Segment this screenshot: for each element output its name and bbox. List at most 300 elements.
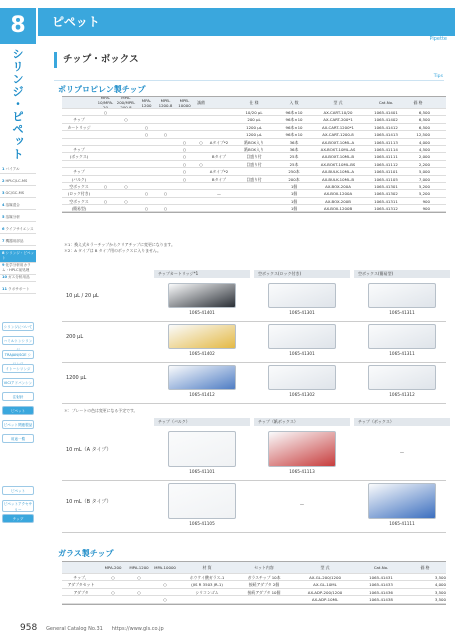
pp-cell-p5 <box>175 183 194 189</box>
glass-cell-set <box>236 596 292 602</box>
sidebar-item-number: 8 <box>2 251 5 255</box>
pp-cell-p5 <box>175 198 194 204</box>
glass-title: ガラス製チップ <box>58 549 114 558</box>
pp-cell-a <box>208 109 230 115</box>
glass-cell-c: 1065-41438 <box>369 597 393 603</box>
pp-cell-p1 <box>96 124 115 130</box>
pp-cell-a <box>208 116 230 122</box>
glass-cell-c: 1065-41431 <box>369 575 393 580</box>
pp-cell-a: Aタイプ*2 <box>209 139 229 145</box>
pp-cell-p4 <box>156 116 175 122</box>
pp-cell-p4 <box>156 183 175 189</box>
pp-cell-c: 1065-41401 <box>374 110 398 115</box>
product-photo <box>168 324 236 349</box>
photo-row-label: 10 mL（B タイプ） <box>66 499 112 505</box>
sidebar-item-number: 6 <box>2 227 5 231</box>
photo-row-label: 200 μL <box>66 333 84 340</box>
pp-cell-c: 1065-41413 <box>374 132 398 138</box>
table-row <box>62 153 446 160</box>
catalog-name: General Catalog No.31 <box>46 626 103 632</box>
sidebar-item-number: 9 <box>2 263 5 267</box>
pp-cell-spec: 目盛り付 <box>246 154 262 160</box>
table-row <box>62 190 446 197</box>
pp-cell-spec: 1200 μL <box>246 124 262 130</box>
pp-cell-m: AX-CART-10/20 <box>323 110 353 115</box>
overview-link[interactable]: 注射針 <box>2 392 34 401</box>
pp-cell-a <box>208 146 230 152</box>
photo-table-1 <box>62 270 446 404</box>
page-footer <box>20 623 164 633</box>
pp-cell-p4: ○ <box>163 191 168 197</box>
pp-cell-c: 1065-41105 <box>374 176 398 182</box>
sidebar-item[interactable] <box>0 178 36 186</box>
overview-sub-link[interactable]: チップ <box>2 514 34 523</box>
pp-cell-spec <box>230 190 278 196</box>
sidebar-item-label: HPLC/LC-MS <box>5 179 28 183</box>
glass-cell-pr: 3,500 <box>434 589 446 595</box>
glass-cell-m: AX-GL-10ML <box>313 582 337 588</box>
pp-cell-s <box>194 146 208 152</box>
table-row <box>62 131 446 138</box>
table-row <box>62 596 446 603</box>
pp-cell-m: AX-CART-200*1 <box>323 117 353 123</box>
pp-cell-m: AX-BULK-10ML-B <box>322 176 354 182</box>
overview-link[interactable]: 用途一覧 <box>2 434 34 443</box>
overview-sub-link[interactable]: ピペットアクセサリー <box>3 502 33 512</box>
section-title: チップ・ボックス <box>54 52 139 68</box>
photo-note: ＊：プレートの色は変更になる予定です。 <box>64 408 138 413</box>
pp-cell-a: Bタイプ <box>211 154 227 160</box>
pp-cell-s: ○ <box>199 139 203 145</box>
glass-cell-p2: ○ <box>137 575 141 580</box>
table-row <box>62 146 446 153</box>
pp-cell-p5 <box>175 124 194 130</box>
glass-cell-set: 接続アダプタ 10個 <box>247 589 281 595</box>
pp-cell-c: 1065-41114 <box>374 146 398 152</box>
pp-cell-g: (ボックス) <box>69 154 89 160</box>
pp-cell-p3 <box>137 198 156 204</box>
pp-cell-p4 <box>156 109 175 115</box>
sidebar-item-number: 3 <box>2 191 5 195</box>
pp-cell-s <box>194 198 208 204</box>
table-row <box>62 116 446 123</box>
pp-cell-q: 250本 <box>288 169 300 175</box>
pp-cell-p5: ○ <box>182 146 187 152</box>
pp-cell-p5: ○ <box>182 139 187 145</box>
pp-cell-s <box>194 190 208 196</box>
product-photo <box>268 324 336 349</box>
pp-cell-m: AX-CART-1200-8 <box>322 132 354 138</box>
pp-note-2: ＊2：A タイプは B タイプ用のボックスに入りません。 <box>64 248 161 253</box>
pp-header-cell: Cat.No. <box>378 100 394 105</box>
sidebar-item[interactable] <box>0 238 36 246</box>
glass-cell-set: ガラスチップ 10本 <box>247 575 281 580</box>
pp-cell-q: 96本×10 <box>285 132 303 138</box>
pp-cell-c: 1065-41111 <box>374 154 398 160</box>
photo-column-header: チップ（ボックス） <box>354 418 450 426</box>
sidebar-item[interactable] <box>0 166 36 174</box>
pp-cell-p1 <box>96 131 115 137</box>
sidebar-item-number: 7 <box>2 239 5 243</box>
table-row <box>62 124 446 131</box>
glass-cell-p2 <box>126 581 152 587</box>
photo-row-label: 10 μL / 20 μL <box>66 292 99 299</box>
pp-cell-spec: 1200 μL <box>246 132 262 138</box>
pp-cell-p4 <box>156 198 175 204</box>
pp-cell-pr: 900 <box>422 198 430 204</box>
glass-cell-g: アダプタ <box>73 589 89 595</box>
chapter-vertical-title: シリンジ・ピペット <box>11 48 25 161</box>
pp-header-cell: 価 格 <box>413 100 423 105</box>
pp-cell-g: (バルク) <box>71 176 87 182</box>
glass-table <box>62 561 446 605</box>
product-code: 1065-41311 <box>389 351 415 356</box>
pp-cell-p2 <box>115 124 137 130</box>
product-photo <box>268 283 336 308</box>
glass-header-cell: MPA-1200 <box>129 565 149 570</box>
pp-cell-m: AX-BOXT-10ML-BS <box>320 161 356 167</box>
pp-cell-s <box>194 176 208 182</box>
pp-cell-p2: ○ <box>124 117 128 123</box>
pp-cell-p3: ○ <box>144 124 149 130</box>
pp-cell-s <box>194 183 208 189</box>
pp-cell-pr: 12,500 <box>416 132 430 138</box>
pp-cell-g: 空ボックス <box>69 183 89 189</box>
glass-cell-pr: 3,500 <box>434 575 446 580</box>
pp-cell-p2 <box>115 161 137 167</box>
pp-cell-p3 <box>137 146 156 152</box>
pp-cell-p2 <box>115 146 137 152</box>
pp-cell-s: ○ <box>199 161 203 167</box>
pp-header-cell: 滅菌 <box>197 100 205 105</box>
pp-cell-spec: 10/20 μL <box>245 110 263 115</box>
glass-header-cell: 型 式 <box>320 565 330 570</box>
sidebar-item-number: 11 <box>2 287 8 291</box>
sidebar-item-label: 溶媒分析 <box>5 215 20 219</box>
product-photo <box>168 483 236 519</box>
sidebar-item-label: 機器用部品 <box>5 239 24 243</box>
pp-cell-pr: 7,000 <box>418 176 430 182</box>
pp-cell-a <box>208 161 230 167</box>
glass-header-cell: Cat.No. <box>373 565 389 570</box>
pp-cell-m: AX-CART-1200*1 <box>321 124 355 130</box>
pp-cell-m: AX-BOX-200A <box>325 183 351 189</box>
pp-cell-s <box>194 168 208 174</box>
pp-cell-c: 1065-41101 <box>374 169 398 175</box>
pp-cell-p4 <box>156 176 175 182</box>
pp-cell-p5: ○ <box>182 154 187 160</box>
product-code: 1065-41311 <box>389 310 415 315</box>
pp-cell-pr: 2,000 <box>418 154 430 160</box>
glass-cell-mat: (JIS R 3503 JR-1) <box>191 582 223 588</box>
glass-cell-pr: 4,000 <box>434 582 446 588</box>
pp-cell-p5 <box>175 116 194 122</box>
pp-cell-m: AX-BULK-10ML-A <box>321 169 354 175</box>
sidebar-item-label: シリンジ・ピペット <box>2 251 35 260</box>
pp-cell-c: 1065-41112 <box>374 161 398 167</box>
glass-cell-m: AX-GL-200/1200 <box>309 575 341 580</box>
pp-cell-q: 96本×10 <box>285 110 303 115</box>
pp-cell-p4 <box>156 146 175 152</box>
pp-cell-pr: 6,500 <box>418 110 430 115</box>
table-row <box>62 161 446 168</box>
pp-cell-m: AX-BOX-1200B <box>323 206 353 212</box>
table-row <box>62 581 446 588</box>
pp-cell-s <box>194 131 208 137</box>
photo-column-header: 空ボックス(簡易型) <box>354 270 450 278</box>
product-photo <box>368 365 436 390</box>
footer-url[interactable]: https://www.gls.co.jp <box>111 626 164 632</box>
chapter-title: ピペット <box>52 15 100 29</box>
pp-cell-g: 空ボックス <box>69 198 89 204</box>
section-tips-label: Tips <box>433 74 443 79</box>
pp-cell-p1 <box>96 190 115 196</box>
glass-cell-p3: ○ <box>163 582 167 588</box>
glass-cell-mat: シリコンゴム <box>195 589 219 595</box>
pp-cell-spec: 目盛り付 <box>246 176 262 182</box>
sidebar-item[interactable] <box>0 286 36 294</box>
photo-column-header: 空ボックス(ロック付き) <box>254 270 350 278</box>
pp-cell-p3 <box>137 109 156 115</box>
table-row <box>62 205 446 212</box>
pp-title: ポリプロピレン製チップ <box>58 85 146 94</box>
pp-cell-q: 36本 <box>289 139 299 145</box>
overview-link[interactable]: シリンジについて <box>2 322 34 331</box>
pp-cell-p4 <box>156 168 175 174</box>
product-photo <box>268 365 336 390</box>
pp-cell-p1 <box>96 161 115 167</box>
pp-cell-a <box>208 131 230 137</box>
sidebar-item-number: 5 <box>2 215 5 219</box>
sidebar-item[interactable] <box>0 202 36 210</box>
pp-cell-p5 <box>175 131 194 137</box>
chapter-number: 8 <box>0 8 36 44</box>
overview-link[interactable]: ピペット関連製品 <box>2 420 34 429</box>
table-row <box>62 589 446 596</box>
product-code: 1065-41302 <box>289 392 315 397</box>
product-code: 1065-41312 <box>389 392 415 397</box>
photo-column-header: チップ（紙ボックス） <box>254 418 350 426</box>
pp-cell-g: カートリッジ <box>67 124 91 130</box>
glass-cell-g <box>62 596 100 602</box>
pp-cell-pr: 900 <box>422 206 430 212</box>
sidebar-item-number: 10 <box>2 275 8 279</box>
pp-cell-q: 1個 <box>290 183 298 189</box>
sidebar-item-label: ガス分析用品 <box>8 275 30 279</box>
pp-cell-p3 <box>137 116 156 122</box>
pp-note-1: ＊1：換え式カラーチップからクリアチップに変更になります。 <box>64 242 175 247</box>
pp-header-cell: MPB-10000 <box>178 97 191 108</box>
product-photo <box>168 365 236 390</box>
chapter-title-en: Pipette <box>429 36 447 42</box>
pp-cell-p3 <box>137 176 156 182</box>
pp-cell-m: AX-BOX-200B <box>325 198 351 204</box>
pp-header-cell <box>62 97 96 108</box>
pp-cell-q: 200本 <box>288 176 300 182</box>
photo-column-header: チップカートリッジ*1 <box>154 270 250 278</box>
pp-cell-p1 <box>96 205 115 211</box>
divider <box>54 80 444 81</box>
pp-cell-c: 1065-41113 <box>374 139 398 145</box>
pp-cell-q: 25本 <box>289 154 299 160</box>
pp-cell-g <box>62 139 96 145</box>
page-number: 958 <box>20 623 38 633</box>
pp-table-header <box>62 97 446 109</box>
pp-cell-s <box>194 109 208 115</box>
pp-cell-p4 <box>156 161 175 167</box>
pp-cell-s <box>194 205 208 211</box>
pp-cell-p3 <box>137 161 156 167</box>
sidebar-item[interactable] <box>0 226 36 234</box>
photo-row-label: 1200 μL <box>66 374 87 381</box>
pp-cell-a: Bタイプ <box>211 176 227 182</box>
pp-cell-p3 <box>137 153 156 159</box>
pp-header-cell: 型 式 <box>333 100 343 105</box>
pp-cell-a <box>208 205 230 211</box>
pp-cell-m: AX-BOX-1200A <box>323 191 353 197</box>
pp-cell-g: チップ <box>73 117 85 123</box>
pp-cell-spec: 紙BOX入り <box>244 139 264 145</box>
glass-cell-g: アダプタセット <box>67 582 95 588</box>
glass-cell-p1 <box>100 596 126 602</box>
pp-cell-p1 <box>96 168 115 174</box>
product-code: 1065-41105 <box>189 521 215 526</box>
overview-link[interactable]: VICIアドバンシン <box>2 378 34 387</box>
overview-link[interactable]: ハミルトンシリン <box>2 336 34 345</box>
pp-cell-pr: 2,200 <box>418 161 430 167</box>
sidebar-item-number: 1 <box>2 167 5 171</box>
product-code: 1065-41401 <box>189 310 215 315</box>
glass-cell-g: チップ、 <box>73 575 89 580</box>
overview-link[interactable]: ピペット <box>2 406 34 415</box>
pp-cell-p4: ○ <box>163 206 168 212</box>
pp-cell-p1: ○ <box>103 110 108 115</box>
sidebar-item-label: 溶媒混合 <box>5 203 20 207</box>
pp-cell-pr: 5,200 <box>418 183 430 189</box>
sidebar-item[interactable] <box>0 214 36 222</box>
pp-cell-p2: ○ <box>124 198 128 204</box>
pp-cell-a: — <box>217 191 221 197</box>
pp-cell-g: (ロック付き) <box>67 191 91 197</box>
pp-cell-spec: 紙BOX入り <box>244 146 264 152</box>
pp-cell-p2 <box>115 190 137 196</box>
pp-cell-s <box>194 153 208 159</box>
pp-cell-p2 <box>115 168 137 174</box>
pp-cell-pr: 6,500 <box>418 117 430 123</box>
pp-header-cell <box>208 97 230 108</box>
pp-cell-spec <box>230 183 278 189</box>
pp-cell-p4 <box>156 139 175 145</box>
overview-sub-link[interactable]: ピペット <box>2 486 34 495</box>
product-photo <box>168 431 236 467</box>
table-row <box>62 176 446 183</box>
pp-cell-s <box>194 124 208 130</box>
pp-cell-p3 <box>137 139 156 145</box>
pp-cell-g: (簡易型) <box>71 206 87 212</box>
pp-cell-g: チップ <box>73 169 85 175</box>
pp-cell-p3 <box>137 183 156 189</box>
table-row <box>62 574 446 581</box>
pp-header-cell: 入 数 <box>289 100 299 105</box>
pp-cell-p5: ○ <box>182 169 187 175</box>
glass-table-header <box>62 562 446 574</box>
glass-header-cell: セット内容 <box>254 565 274 570</box>
table-row <box>62 109 446 116</box>
pp-cell-p1 <box>96 139 115 145</box>
glass-cell-m: AX-ADP-10ML <box>311 597 339 603</box>
pp-cell-m: AX-BOXT-10ML-A <box>321 139 355 145</box>
photo-column-header: チップ（バルク） <box>154 418 250 426</box>
pp-cell-spec <box>230 168 278 174</box>
sidebar-item[interactable] <box>0 274 36 282</box>
glass-cell-c: 1065-41436 <box>369 589 393 595</box>
overview-link[interactable]: TRAJAN/SGE シ <box>2 350 34 359</box>
pp-cell-pr: 6,500 <box>418 124 430 130</box>
pp-table <box>62 96 446 213</box>
glass-cell-p3: ○ <box>163 597 167 603</box>
pp-cell-p1 <box>96 146 115 152</box>
pp-cell-spec <box>230 198 278 204</box>
chapter-header <box>38 8 455 42</box>
product-code: 1065-41402 <box>189 351 215 356</box>
product-code: — <box>299 502 305 507</box>
pp-cell-c: 1065-41301 <box>374 183 398 189</box>
overview-link[interactable]: イトーシリンジ <box>2 364 34 373</box>
pp-cell-pr: 4,000 <box>418 139 430 145</box>
product-photo <box>368 483 436 519</box>
product-code: — <box>399 450 405 455</box>
product-code: 1065-41113 <box>289 469 315 474</box>
glass-cell-mat <box>178 596 236 602</box>
pp-cell-p1 <box>96 176 115 182</box>
pp-cell-p2 <box>115 139 137 145</box>
pp-cell-pr: 4,500 <box>418 146 430 152</box>
glass-cell-p3 <box>152 589 178 595</box>
product-photo <box>368 324 436 349</box>
pp-cell-g <box>62 109 96 115</box>
product-photo <box>368 283 436 308</box>
table-row <box>62 168 446 175</box>
pp-cell-p2 <box>115 153 137 159</box>
sidebar-item[interactable] <box>0 190 36 198</box>
glass-header-cell <box>62 562 100 573</box>
glass-cell-p2: ○ <box>137 589 141 595</box>
photo-table-2 <box>62 418 446 536</box>
sidebar-item-label: ライフサイエンス <box>5 227 34 231</box>
product-photo <box>268 431 336 467</box>
table-row <box>62 198 446 205</box>
sidebar-item-label: バイアル <box>5 167 20 171</box>
glass-cell-p3 <box>152 574 178 580</box>
pp-cell-q: 36本 <box>289 146 299 152</box>
pp-cell-p3 <box>137 168 156 174</box>
product-code: 1065-41301 <box>289 310 315 315</box>
pp-cell-q: 96本×10 <box>285 124 303 130</box>
glass-cell-p1 <box>100 581 126 587</box>
sidebar-item-label: ラボサポート <box>8 287 30 291</box>
pp-cell-p2 <box>115 205 137 211</box>
glass-cell-pr: 3,500 <box>434 597 446 603</box>
pp-cell-p4 <box>156 124 175 130</box>
pp-cell-m: AX-BOXT-10ML-AS <box>320 146 356 152</box>
pp-cell-p3: ○ <box>144 206 149 212</box>
pp-cell-p3: ○ <box>144 132 149 138</box>
glass-cell-set: 接続アダプタ 2個 <box>248 582 280 588</box>
pp-cell-g <box>62 161 96 167</box>
pp-cell-g <box>62 131 96 137</box>
pp-cell-q: 96本×10 <box>285 117 303 123</box>
pp-cell-a: Aタイプ*2 <box>209 169 229 175</box>
